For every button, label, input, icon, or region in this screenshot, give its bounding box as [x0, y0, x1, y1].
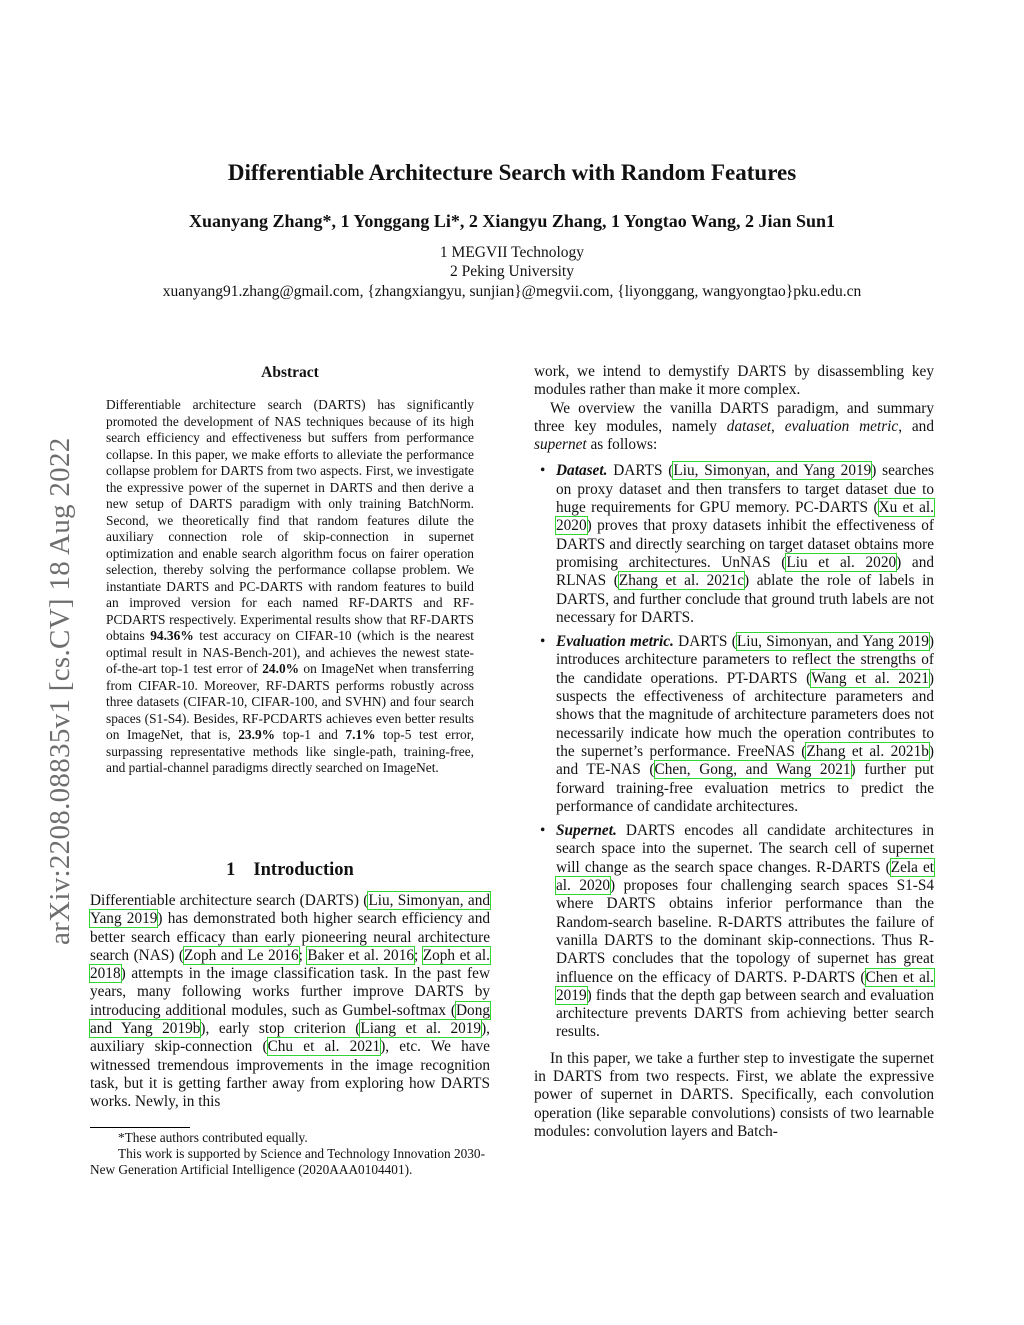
section-heading-introduction [90, 860, 490, 881]
citation-link[interactable]: Wang et al. 2021 [811, 669, 929, 687]
list-item-evaluation-metric: • Evaluation metric. DARTS (Liu, Simonyan, and Yang 2019) introduces architecture parameters to reflect the strengths of the candidate operations. PT-DARTS (Wang et al. 2021) suspects the effectiveness of architecture parameters and shows that the magnitude of architecture parameters does not necessarily indicate how much the operation contributes to the supernet’s performance. FreeNAS (Zhang et al. 2021b) and TE-NAS (Chen, Gong, and Wang 2021) further put forward training-free evaluation metrics to predict the performance of candidate architectures. [540, 633, 934, 815]
paper-title: Differentiable Architecture Search with Random Features [227, 160, 797, 185]
right-column-text [534, 363, 934, 1141]
citation-link[interactable]: Chen, Gong, and Wang 2021 [654, 761, 851, 779]
paragraph-contribution: In this paper, we take a further step to investigate the supernet in DARTS from two respects. First, we ablate the expressive power of supernet in DARTS. Specifically, each convolution operation (like separable convolutions) consists of two learnable modules: convolution layers and Batch- [534, 1049, 934, 1140]
citation-link[interactable]: Zela et al. 2020 [556, 858, 934, 895]
citation-link[interactable]: Liu et al. 2020 [786, 553, 897, 571]
author-emails: xuanyang91.zhang@gmail.com, {zhangxiangyu, sunjian}@megvii.com, {liyonggang, wangyongtao}pku.edu.cn [162, 283, 862, 300]
citation-link[interactable]: Dong and Yang 2019b [90, 1001, 490, 1038]
footnotes [90, 1130, 490, 1178]
abstract-text: Differentiable architecture search (DARTS) has significantly promoted the development of NAS techniques because of its high search efficiency and effectiveness but suffers from performance collapse. In this paper, we make efforts to alleviate the performance collapse problem for DARTS from two aspects. First, we investigate the expressive power of the supernet in DARTS and then derive a new setup of DARTS paradigm with only training BatchNorm. Second, we theoretically find that random features dilute the auxiliary connection role of skip-connection in supernet optimization and enable search algorithm focus on fairer operation selection, thereby solving the performance collapse problem. We instantiate DARTS and PC-DARTS with random features to build an improved version for each named RF-DARTS and RF-PCDARTS respectively. Experimental results show that RF-DARTS obtains 94.36% test accuracy on CIFAR-10 (which is the nearest optimal result in NAS-Bench-201), and achieves the newest state-of-the-art top-1 test error of 24.0% on ImageNet when transferring from CIFAR-10. Moreover, RF-DARTS performs robustly across three datasets (CIFAR-10, CIFAR-100, and SVHN) and four search spaces (S1-S4). Besides, RF-PCDARTS achieves even better results on ImageNet, that is, 23.9% top-1 and 7.1% top-5 test error, surpassing representative methods like single-path, training-free, and partial-channel paradigms directly searched on ImageNet. [106, 397, 475, 775]
citation-link[interactable]: Liang et al. 2019 [360, 1020, 482, 1038]
list-item-dataset: • Dataset. DARTS (Liu, Simonyan, and Yang 2019) searches on proxy dataset and then transfers to target dataset due to huge requirements for GPU memory. PC-DARTS (Xu et al. 2020) proves that proxy datasets inhibit the effectiveness of DARTS and directly searching on target dataset obtains more promising architectures. UnNAS (Liu et al. 2020) and RLNAS (Zhang et al. 2021c) ablate the role of labels in DARTS, and further conclude that ground truth labels are not necessary for DARTS. [540, 462, 935, 626]
bullet-icon: • [540, 633, 546, 651]
affiliation-1: 1 MEGVII Technology [439, 244, 585, 261]
arxiv-identifier-margin [24, 345, 76, 945]
citation-link[interactable]: Liu, Simonyan, and Yang 2019 [736, 633, 929, 651]
section-number: 1 [226, 860, 236, 880]
citation-link[interactable]: Zoph and Le 2016 [183, 946, 299, 964]
paragraph-continued: work, we intend to demystify DARTS by disassembling key modules rather than make it more complex. [534, 363, 934, 399]
affiliation-2: 2 Peking University [450, 263, 574, 280]
footnote-equal-contribution: *These authors contributed equally. [118, 1130, 308, 1145]
citation-link[interactable]: Chen et al. 2019 [556, 968, 934, 1004]
author-list: Xuanyang Zhang*, 1 Yonggang Li*, 2 Xiangyu Zhang, 1 Yongtao Wang, 2 Jian Sun1 [188, 211, 836, 231]
citation-link[interactable]: Liu, Simonyan, and Yang 2019 [673, 462, 872, 480]
citation-link[interactable]: Zhang et al. 2021b [806, 742, 929, 760]
arxiv-identifier: arXiv:2208.08835v1 [cs.CV] 18 Aug 2022 [44, 437, 76, 945]
citation-link[interactable]: Zhang et al. 2021c [618, 572, 744, 590]
citation-link[interactable]: Zoph et al. 2018 [90, 946, 491, 983]
footnote-rule [90, 1127, 190, 1128]
section-title: Introduction [253, 860, 354, 880]
abstract-heading: Abstract [261, 364, 319, 381]
footnote-funding: This work is supported by Science and Technology Innovation 2030-New Generation Artificial Intelligence (2020AAA0104401). [90, 1146, 486, 1177]
citation-link[interactable]: Liu, Simonyan, and Yang 2019 [90, 892, 490, 928]
bullet-icon: • [540, 822, 546, 840]
paragraph-overview: We overview the vanilla DARTS paradigm, and summary three key modules, namely dataset, evaluation metric, and supernet as follows: [534, 399, 934, 454]
bullet-icon: • [540, 462, 546, 480]
citation-link[interactable]: Chu et al. 2021 [267, 1038, 381, 1056]
list-item-supernet: • Supernet. DARTS encodes all candidate architectures in search space into the supernet. The search cell of supernet will change as the search space changes. R-DARTS (Zela et al. 2020) proposes four challenging search spaces S1-S4 where DARTS obtains inferior performance than the Random-search baseline. R-DARTS attributes the failure of vanilla DARTS to the dominant skip-connections. Thus R-DARTS concludes that the topology of supernet has great influence on the efficacy of DARTS. P-DARTS (Chen et al. 2019) finds that the depth gap between search and evaluation architecture prevents DARTS from achieving better search results. [540, 822, 934, 1041]
introduction-paragraph: Differentiable architecture search (DARTS) (Liu, Simonyan, and Yang 2019) has demonstrated both higher search efficiency and better search efficacy than early pioneering neural architecture search (NAS) (Zoph and Le 2016; Baker et al. 2016; Zoph et al. 2018) attempts in the image classification task. In the past few years, many following works further improve DARTS by introducing additional modules, such as Gumbel-softmax (Dong and Yang 2019b), early stop criterion (Liang et al. 2019), auxiliary skip-connection (Chu et al. 2021), etc. We have witnessed tremendous improvements in the image recognition task, but it is getting farther away from exploring how DARTS works. Newly, in this [90, 892, 491, 1111]
citation-link[interactable]: Baker et al. 2016 [307, 946, 414, 964]
citation-link[interactable]: Xu et al. 2020 [556, 499, 935, 535]
key-modules-list [534, 462, 934, 1041]
